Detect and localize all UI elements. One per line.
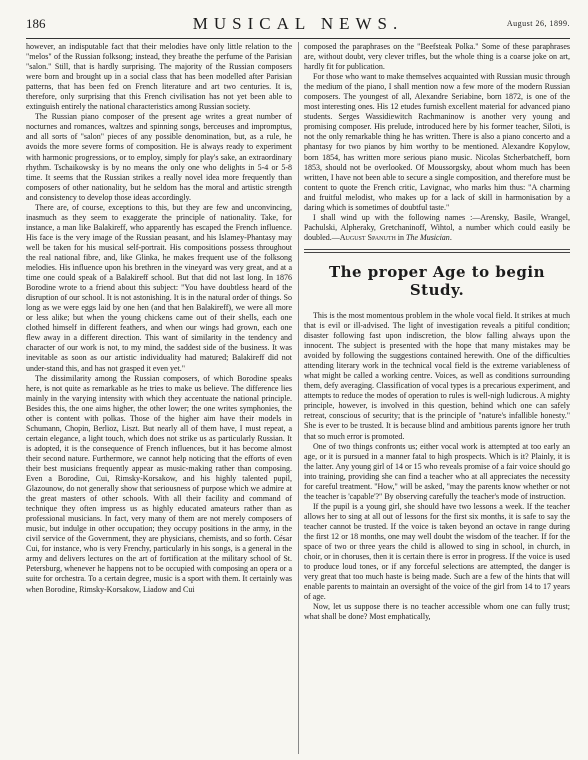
paragraph: The dissimilarity among the Russian composers, of which Borodine speaks here, is not quite as remarkable as he tries to make us believe. The difference lies mainly in the varying intensity with which they accentuate the national principle. Besides this, the one aims higher, the other lower; the one writes symphonies, the other is content with polkas. Those of the higher aim have their models in Schumann, Chopin, Berlioz, Liszt. But nearly all of them have, I must repeat, a certain elegance, a light touch, which does not strike us as particularly Russian. It is adopted, it is the consequence of French influences, but it has become almost their second nature. Furthermore, we cannot help noticing that the efforts of even their best musicians frequently appear as music-making rather than composing. Even a Borodine, Cui, Rimsky-Korsakow, and his highly talented pupil, Glazounow, do not generally show that seriousness of purpose which we admire at the great masters of other schools. With all their facility and command of technique they often impress us as highly educated amateurs rather than as professional musicians. In fact, very many of them are not merely composers of music, but indulge in other occupation; they occupy positions in the army, in the civil service of the Government, they are physicians, chemists, and so forth. César Cui, for instance, who is very Frenchy, particularly in his songs, is a general in the army and delivers lectures on the art of fortification at the military school of St. Petersburg, whenever he happens not to be occupied with composing an opera or a suite for orchestra. To a certain degree, music is a sport with them. It certainly was when Borodine, Rimsky-Korsakow, Liadow and Cui (26, 373, 292, 594)
page-header (26, 14, 570, 36)
paragraph: For those who want to make themselves acquainted with Russian music through the medium of the piano, I shall mention now a few more of the modern Russian composers. The youngest of all, Alexandre Seriabine, born 1872, is one of the most interesting ones. His 12 etudes furnish excellent material for advanced piano students. Serges Wassidiewitch Rachmaninow is another very young and promising composer. His prelude, introduced here by his former teacher, Siloti, is not the only remarkable thing he has written. There is also a piano concerto and a phantasy for two pianos by him worthy to be mentioned. Alexandre Kopylow, born 1854, has written more serious piano music. Nicolas Stcherbatcheff, born 1853, should not be overlooked. Of Moussorgsky, about whom much has been written, I have not been able to secure a single composition, and therefore must be content to quote the French critic, Lavignac, who marks him thus: "A charming and fruitful melodist, who makes up for a lack of skill in harmonisation by a daring which is sometimes of doubtful taste." (304, 72, 570, 212)
publication-title: MUSICAL NEWS. (192, 14, 404, 33)
paragraph: composed the paraphrases on the "Beefsteak Polka." Some of these paraphrases are, without doubt, very clever trifles, but the whole thing is a coarse joke on art, hardly fit for publication. (304, 42, 570, 72)
header-rule (26, 38, 570, 39)
paragraph (304, 213, 570, 243)
page-number: 186 (26, 16, 46, 31)
column-divider (298, 42, 299, 754)
byline-author: August Spanuth (339, 232, 396, 242)
right-column (304, 42, 570, 754)
section-rule (304, 249, 570, 250)
paragraph: however, an indisputable fact that their melodies have only little relation to the "melos" of the Russian folksong; instead, they breathe the perfume of the Parisian "salon." Still, that is hardly surprising. The majority of the Russian composers were born and brought up in a social class that has been modelled after Parisian patterns, that has been fed on French literature and art two centuries. It is, therefore, only surprising that this French civilisation has not yet been able to extinguish entirely the national characteristics among Russian society. (26, 42, 292, 112)
paragraph: The Russian piano composer of the present age writes a great number of nocturnes and romances, waltzes and spinning songs, berceuses and impromptus, and all sorts of "salon" pieces of any possible denomination, but, as a rule, he avoids the more severe forms of composition. He is always ready to experiment with harmonic progressions, or to employ, simply for play's sake, an extraordinary rhythm. Tschaikowsky is by no means the only one who delights in 5-4 or 5-8 time. It seems that the Russian strikes a really novel idea more frequently than composers of other nationality, but he seldom has the moral and artistic strength and consistency to develop those ideas accordingly. (26, 112, 292, 202)
article-heading: The proper Age to begin Study. (328, 262, 546, 299)
issue-date: August 26, 1899. (506, 19, 570, 28)
section-rule (304, 252, 570, 253)
paragraph: Now, let us suppose there is no teacher accessible whom one can fully trust; what shall be done? Most emphatically, (304, 602, 570, 622)
paragraph: One of two things confronts us; either vocal work is attempted at too early an age, or it is pursued in a manner fatal to high prospects. Which is it? Plainly, it is the latter. Any young girl of 14 or 15 who reveals promise of a fair voice should go into training, providing she can find a teacher who at all appreciates the necessity for careful treatment. "How," will be asked, "may the parents know whether or not the teacher is 'capable'?" By observing carefully the teacher's mode of instruction. (304, 441, 570, 501)
left-column (26, 42, 292, 754)
paragraph: This is the most momentous problem in the whole vocal field. It strikes at much that is evil or ill-advised. The light of investigation reveals a pitiful condition; disaster following fast upon indiscretion, the blow falling always upon the innocent. The subject is presented with the hope that many mistakes may be avoided by following the suggestions contained herewith. One of the difficulties attending literary work in the technical vocal field is the extreme variableness of what might be called a working centre. Voices, as well as conditions surrounding them, defy averaging. Classification of vocal types is a precarious experiment, and attempts to reduce the modes of operation to rules is well-nigh ludicrous. A mighty principle, however, is involved in this question, behind which one can safely retreat, conscious of security; that is the principle of "nature's infallible honesty." She is ever to be trusted. It is because blind and ambitious parents ignore her truth that so much error is promoted. (304, 310, 570, 441)
byline-suffix: . (449, 232, 452, 242)
byline-prefix: in (395, 232, 407, 242)
paragraph: If the pupil is a young girl, she should have two lessons a week. If the teacher allows her to sing at all out of lessons for the first six months, it is safe to say the teacher cannot be trusted. If the voice is taken beyond an octave in range during the first 12 or 18 months, one may well doubt the wisdom of the teacher. If for the space of two or three years the child is allowed to sing in school, in church, in choir, or in choruses, then it is certain there is error in progress. If the voice is used to produce loud tones, or if any forceful selections are attempted, the danger is very great that too much haste is being made. Such are a few of the hints that will enable parents to maintain an oversight of the voice of the girl from 14 to 17 years of age. (304, 501, 570, 602)
paragraph-text: I shall wind up with the following names :—Arensky, Basile, Wrangel, Pachulski, Alpheraky, Gretchaninoff, Wihtol, a number which could easily be doubled.— (304, 212, 570, 242)
paragraph: There are, of course, exceptions to this, but they are few and unconvincing, inasmuch as they seem to exaggerate the principle of nationality. Take, for instance, a man like Balakireff, who apparently has escaped the French influence. His face is the very image of the Russian peasant, and his Islamey-Phantasy may well be taken for his musical self-portrait. His compositions possess throughout the real national fibre, and, like Glinka, he makes frequent use of the folksong melodies. His influence upon his brethren in the vineyard was very great, and at a time one could speak of a Balakireff school. But that did not last long. In 1876 Borodine wrote to a friend about this subject: "You have doubtless heard of the disruption of our school. It is not astonishing. It is in the natural order of things. So long as we were eggs laid by one hen (and that hen Balakireff), we were all more or less alike; but when the young chickens came out of their shells, each one clothed himself in different feathers, and when our wings had grown, each one flew away in a different direction. This want of similarity in the tendency and character of our work is not, to my mind, the saddest side of the business. It was inevitable as soon as our artistic individuality had matured; Balakireff did not under-stand this, and has not grasped it even yet." (26, 202, 292, 373)
byline-publication: The Musician (406, 232, 450, 242)
